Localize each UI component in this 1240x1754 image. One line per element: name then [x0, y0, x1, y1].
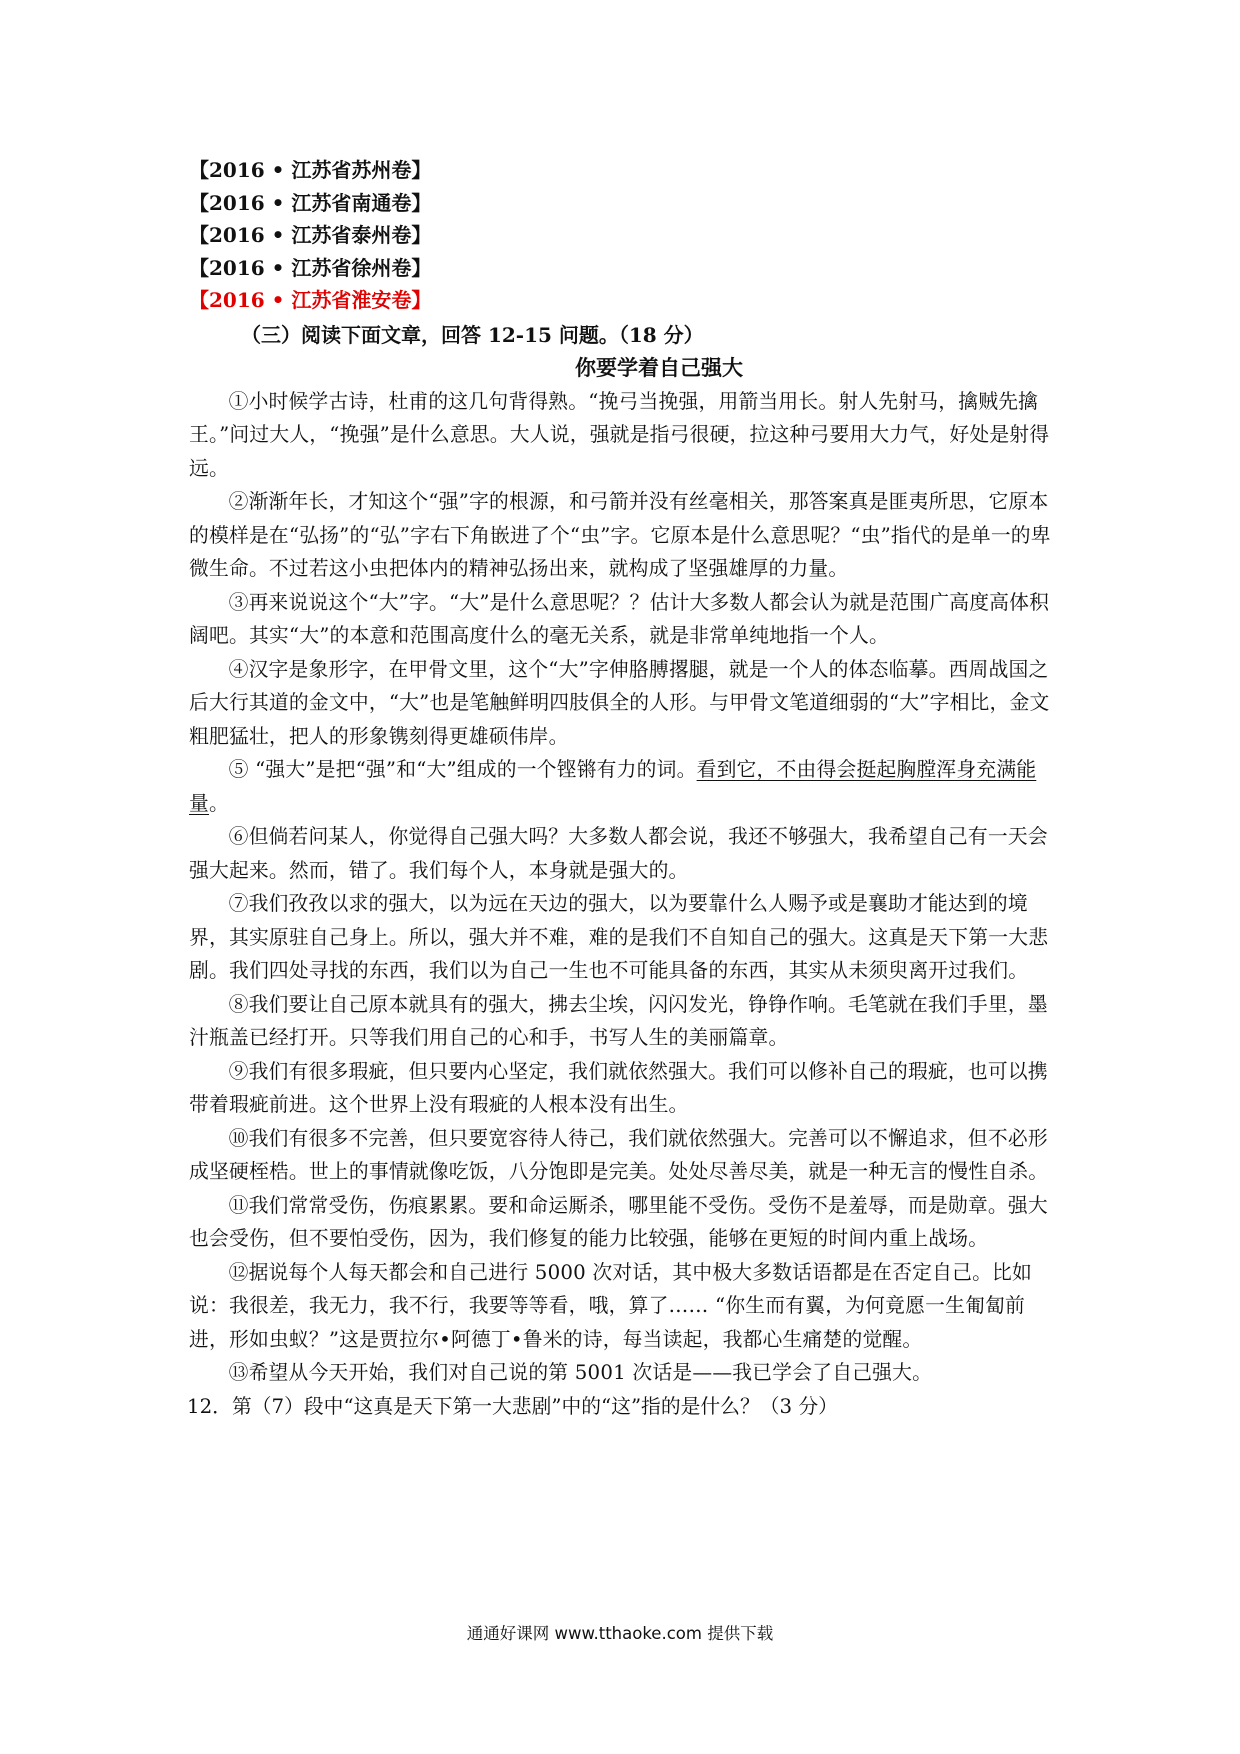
exam-source-header-4: 【2016 • 江苏省徐州卷】: [189, 255, 432, 280]
paragraph-13: ⑬希望从今天开始，我们对自己说的第 5001 次话是——我已学会了自己强大。: [228, 1361, 933, 1384]
paragraph-10: ⑩我们有很多不完善，但只要宽容待人待己，我们就依然强大。完善可以不懈追求，但不必形成坚硬桎梏。世上的事情就像吃饭，八分饱即是完美。处处尽善尽美，就是一种无言的慢性自杀。: [189, 1126, 1049, 1183]
paragraph-1: ①小时候学古诗，杜甫的这几句背得熟。“挽弓当挽强，用箭当用长。射人先射马，擒贼先擒王。”问过大人，“挽强”是什么意思。大人说，强就是指弓很硬，拉这种弓要用大力气，好处是射得远。: [189, 389, 1050, 480]
paragraph-3: ③再来说说这个“大”字。“大”是什么意思呢？？估计大多数人都会认为就是范围广高度高体积阔吧。其实“大”的本意和范围高度什么的毫无关系，就是非常单纯地指一个人。: [189, 590, 1050, 647]
question-12: 12．第（7）段中“这真是天下第一大悲剧”中的“这”指的是什么？（3 分）: [187, 1394, 838, 1418]
paragraph-9: ⑨我们有很多瑕疵，但只要内心坚定，我们就依然强大。我们可以修补自己的瑕疵，也可以携带着瑕疵前进。这个世界上没有瑕疵的人根本没有出生。: [189, 1059, 1048, 1116]
paragraph-6: ⑥但倘若问某人，你觉得自己强大吗？大多数人都会说，我还不够强大，我希望自己有一天会强大起来。然而，错了。我们每个人，本身就是强大的。: [189, 825, 1048, 882]
page-footer: 通通好课网 www.tthaoke.com 提供下载: [466, 1624, 774, 1643]
paragraph-11: ⑪我们常常受伤，伤痕累累。要和命运厮杀，哪里能不受伤。受伤不是羞辱，而是勋章。强大也会受伤，但不要怕受伤，因为，我们修复的能力比较强，能够在更短的时间内重上战场。: [189, 1193, 1048, 1250]
paragraph-12: ⑫据说每个人每天都会和自己进行 5000 次对话，其中极大多数话语都是在否定自己。比如说：我很差，我无力，我不行，我要等等看，哦，算了…… “你生而有翼，为何竟愿一生匍匐前进，形如虫蚁？”这是贾拉尔•阿德丁•鲁米的诗，每当读起，我都心生痛楚的觉醒。: [189, 1260, 1033, 1351]
exam-source-header-1: 【2016 • 江苏省苏州卷】: [189, 158, 432, 182]
exam-source-header-5: 【2016 • 江苏省淮安卷】: [189, 288, 432, 312]
paragraph-5-text: ⑤ “强大”是把“强”和“大”组成的一个铿锵有力的词。: [228, 758, 697, 781]
paragraph-4: ④汉字是象形字，在甲骨文里，这个“大”字伸胳膊撂腿，就是一个人的体态临摹。西周战国之后大行其道的金文中，“大”也是笔触鲜明四肢俱全的人形。与甲骨文笔道细弱的“大”字相比，金文粗肥猛壮，把人的形象镌刻得更雄硕伟岸。: [189, 657, 1050, 748]
paragraph-5: [189, 753, 1059, 820]
document-content: [189, 154, 1059, 1423]
underlined-sentence: 看到它，不由得会挺起胸膛浑身充满能量: [189, 758, 1037, 815]
exam-source-header-2: 【2016 • 江苏省南通卷】: [189, 190, 432, 215]
paragraph-8: ⑧我们要让自己原本就具有的强大，拂去尘埃，闪闪发光，铮铮作响。毛笔就在我们手里，墨汁瓶盖已经打开。只等我们用自己的心和手，书写人生的美丽篇章。: [189, 992, 1048, 1049]
article-title: 你要学着自己强大: [575, 354, 743, 380]
section-instruction: （三）阅读下面文章，回答 12-15 问题。（18 分）: [241, 322, 704, 347]
exam-source-header-3: 【2016 • 江苏省泰州卷】: [189, 223, 432, 247]
paragraph-7: ⑦我们孜孜以求的强大，以为远在天边的强大，以为要靠什么人赐予或是襄助才能达到的境界，其实原驻自己身上。所以，强大并不难，难的是我们不自知自己的强大。这真是天下第一大悲剧。我们四处寻找的东西，我们以为自己一生也不可能具备的东西，其实从未须臾离开过我们。: [189, 892, 1049, 982]
paragraph-2: ②渐渐年长，才知这个“强”字的根源，和弓箭并没有丝毫相关，那答案真是匪夷所思，它原本的模样是在“弘扬”的“弘”字右下角嵌进了个“虫”字。它原本是什么意思呢？“虫”指代的是单一的卑微生命。不过若这小虫把体内的精神弘扬出来，就构成了坚强雄厚的力量。: [189, 490, 1051, 580]
paragraph-5-end: 。: [208, 791, 229, 815]
